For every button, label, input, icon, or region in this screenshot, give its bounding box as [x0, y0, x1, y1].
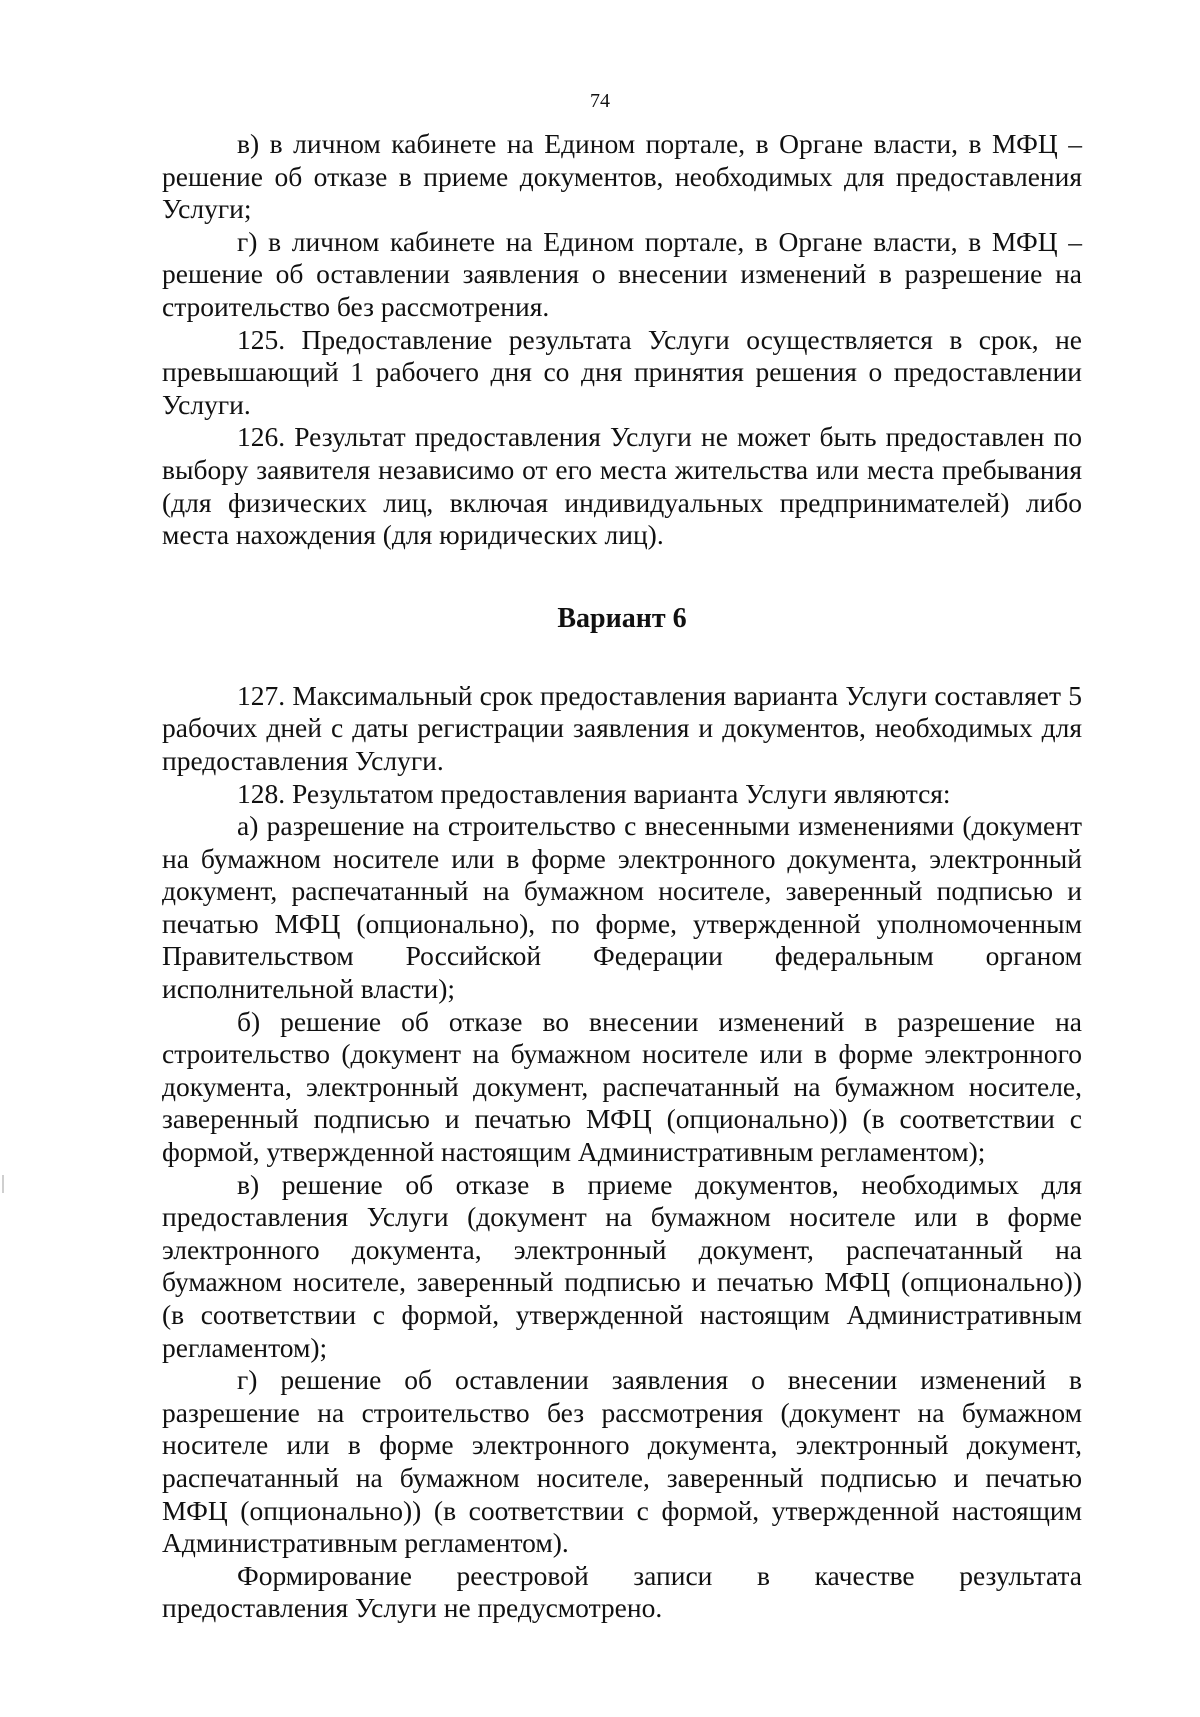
paragraph-item-g: г) решение об оставлении заявления о внесении изменений в разрешение на строительство без рассмотрения (документ на бумажном носителе или в форме электронного документа, электронный документ, распечатанный на бумажном носителе, заверенный подписью и печатью МФЦ (опционально)) (в соответствии с формой, утвержденной настоящим Административным регламентом). — [162, 1364, 1082, 1559]
paragraph-125: 125. Предоставление результата Услуги осуществляется в срок, не превышающий 1 рабочего дня со дня принятия решения о предоставлении Услуги. — [162, 323, 1082, 420]
paragraph-128: 128. Результатом предоставления варианта Услуги являются: — [237, 777, 951, 809]
paragraph-closing: Формирование реестровой записи в качестве результата предоставления Услуги не предусмотрено. — [162, 1559, 1082, 1624]
paragraph-item-a: а) разрешение на строительство с внесенными изменениями (документ на бумажном носителе или в форме электронного документа, электронный документ, распечатанный на бумажном носителе, заверенный подписью и печатью МФЦ (опционально), по форме, утвержденной уполномоченным Правительством Российской Федерации федеральным органом исполнительной власти); — [162, 810, 1082, 1005]
page-number: 74 — [590, 90, 610, 112]
scan-edge-mark — [2, 1175, 4, 1193]
paragraph-item-v-intro: в) в личном кабинете на Едином портале, в Органе власти, в МФЦ – решение об отказе в приеме документов, необходимых для предоставления Услуги; — [162, 128, 1082, 225]
page-content — [162, 128, 1082, 1625]
section-heading-variant-6: Вариант 6 — [557, 602, 687, 634]
paragraph-item-g-intro: г) в личном кабинете на Едином портале, в Органе власти, в МФЦ – решение об оставлении заявления о внесении изменений в разрешение на строительство без рассмотрения. — [162, 225, 1082, 322]
paragraph-126: 126. Результат предоставления Услуги не может быть предоставлен по выбору заявителя независимо от его места жительства или места пребывания (для физических лиц, включая индивидуальных предпринимателей) либо места нахождения (для юридических лиц). — [162, 421, 1082, 551]
paragraph-127: 127. Максимальный срок предоставления варианта Услуги составляет 5 рабочих дней с даты регистрации заявления и документов, необходимых для предоставления Услуги. — [162, 679, 1082, 776]
paragraph-item-b: б) решение об отказе во внесении изменений в разрешение на строительство (документ на бумажном носителе или в форме электронного документа, электронный документ, распечатанный на бумажном носителе, заверенный подписью и печатью МФЦ (опционально)) (в соответствии с формой, утвержденной настоящим Административным регламентом); — [162, 1005, 1082, 1168]
paragraph-item-v: в) решение об отказе в приеме документов, необходимых для предоставления Услуги (документ на бумажном носителе или в форме электронного документа, электронный документ, распечатанный на бумажном носителе, заверенный подписью и печатью МФЦ (опционально)) (в соответствии с формой, утвержденной настоящим Административным регламентом); — [162, 1168, 1082, 1363]
